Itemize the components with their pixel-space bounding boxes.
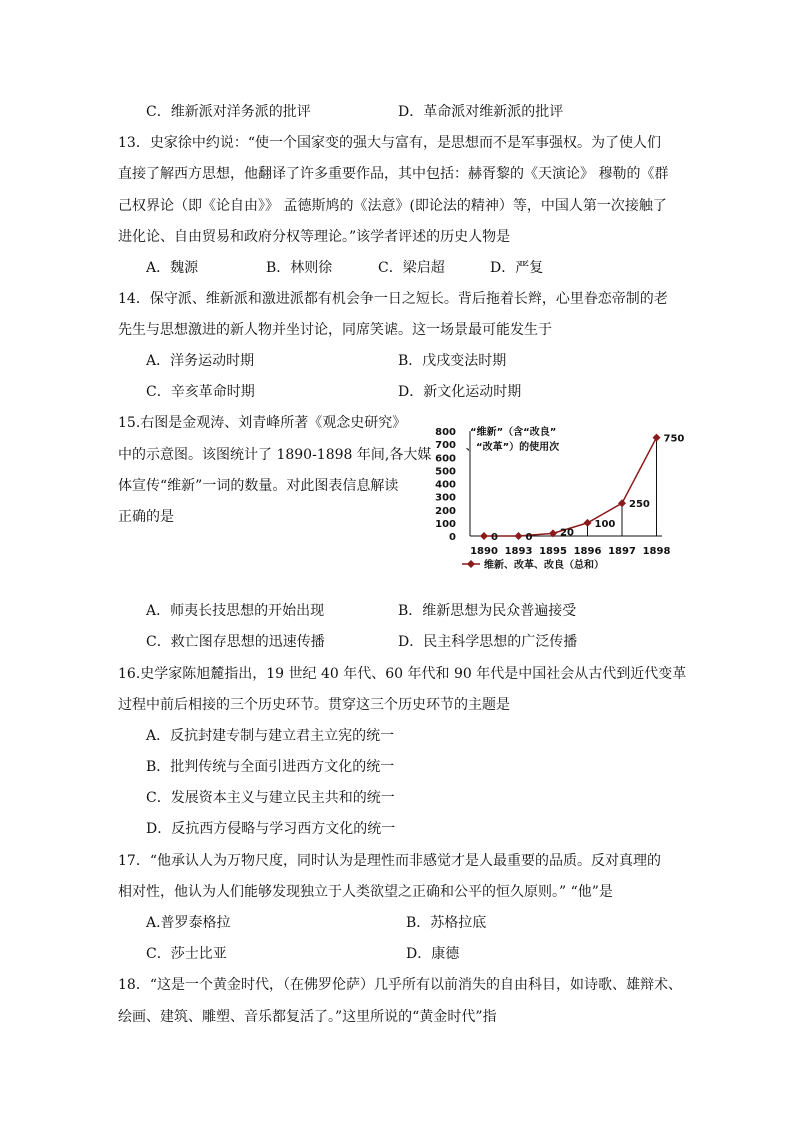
y-tick-label: 800: [435, 427, 456, 438]
data-label: 0: [491, 532, 498, 543]
q15-stem-line: 中的示意图。该图统计了 1890-1898 年间,各大媒: [118, 447, 432, 463]
data-label: 250: [629, 499, 650, 511]
q18-stem-line: 18．“这是一个黄金时代，（在佛罗伦萨）几乎所有以前消失的自由科目，如诗歌、雄辩术、: [118, 977, 682, 993]
y-tick-label: 700: [435, 440, 456, 452]
y-tick-label: 100: [435, 518, 456, 530]
q15-stem-line: 体宣传“维新”一词的数量。对此图表信息解读: [118, 478, 399, 494]
chart-title-line2: 、“改革”）的使用次: [466, 442, 560, 453]
q17-stem-line: 相对性，他认为人们能够发现独立于人类欲望之正确和公平的恒久原则。” “他”是: [118, 884, 613, 900]
y-tick-label: 300: [435, 492, 456, 504]
q17-option-d: D．康德: [406, 946, 460, 962]
q15-option-b: B．维新思想为民众普遍接受: [398, 603, 577, 619]
x-tick-label: 1895: [539, 546, 567, 557]
x-tick-label: 1897: [608, 546, 636, 557]
y-tick-label: 0: [449, 532, 456, 543]
q15-option-a: A．师夷长技思想的开始出现: [146, 603, 325, 619]
q16-option-c: C．发展资本主义与建立民主共和的统一: [146, 790, 395, 806]
data-point-marker: [515, 532, 523, 540]
q18-stem-line: 绘画、建筑、雕塑、音乐都复活了。”这里所说的“黄金时代”指: [118, 1009, 497, 1025]
q14-stem-line: 先生与思想激进的新人物并坐讨论，同席笑谑。这一场景最可能发生于: [118, 322, 552, 338]
data-point-marker: [653, 434, 661, 442]
y-tick-label: 500: [435, 466, 456, 478]
q17-option-a: A.普罗泰格拉: [146, 915, 231, 931]
q13-stem-line: 13．史家徐中约说：“使一个国家变的强大与富有，是思想而不是军事强权。为了使人们: [118, 135, 661, 151]
q15-stem-line: 正确的是: [118, 509, 174, 525]
x-tick-label: 1898: [642, 546, 671, 557]
data-label: 20: [560, 527, 574, 539]
q15-option-c: C．救亡图存思想的迅速传播: [146, 634, 325, 650]
q12-option-d: D．革命派对维新派的批评: [398, 104, 564, 120]
data-point-marker: [618, 499, 626, 507]
x-tick-label: 1890: [470, 546, 498, 557]
q13-stem-line: 进化论、自由贸易和政府分权等理论。”该学者评述的历史人物是: [118, 229, 511, 245]
q14-option-a: A．洋务运动时期: [146, 353, 255, 369]
q16-stem-line: 16.史学家陈旭麓指出，19 世纪 40 年代、60 年代和 90 年代是中国社会从古代到近代变革: [118, 666, 687, 682]
legend-label: 维新、改革、改良（总和）: [484, 560, 604, 571]
q13-option-a: A．魏源: [146, 260, 199, 276]
x-axis-ticks: [470, 546, 670, 557]
q15-option-d: D．民主科学思想的广泛传播: [398, 634, 578, 650]
q14-stem-line: 14．保守派、维新派和激进派都有机会争一日之短长。背后拖着长辫，心里眷恋帝制的老: [118, 291, 668, 307]
q13-option-c: C．梁启超: [378, 260, 445, 276]
y-tick-label: 600: [435, 453, 456, 465]
y-tick-label: 400: [435, 479, 456, 491]
y-axis-ticks: [435, 427, 456, 543]
y-tick-label: 200: [435, 505, 456, 517]
q13-option-b: B．林则徐: [266, 260, 333, 276]
data-point-marker: [480, 532, 488, 540]
q12-option-c: C．维新派对洋务派的批评: [146, 104, 311, 120]
word-usage-chart: [422, 418, 685, 576]
data-label: 750: [663, 433, 685, 445]
q13-stem-line: 直接了解西方思想，他翻译了许多重要作品，其中包括：赫胥黎的《天演论》 穆勒的《群: [118, 166, 669, 182]
x-tick-label: 1893: [504, 546, 533, 557]
q13-stem-line: 己权界论（即《论自由》》 孟德斯鸠的《法意》(即论法的精神）等，中国人第一次接触了: [118, 198, 667, 214]
data-label: 0: [525, 532, 533, 543]
q16-option-b: B．批判传统与全面引进西方文化的统一: [146, 759, 395, 775]
q17-option-b: B．苏格拉底: [406, 915, 487, 931]
q14-option-c: C．辛亥革命时期: [146, 384, 255, 400]
chart-title-line1: “维新”（含“改良”: [470, 427, 557, 438]
data-point-marker: [584, 519, 592, 527]
data-label: 100: [594, 518, 616, 530]
q14-option-d: D．新文化运动时期: [398, 384, 522, 400]
q16-stem-line: 过程中前后相接的三个历史环节。贯穿这三个历史环节的主题是: [118, 697, 510, 713]
x-tick-label: 1896: [573, 546, 602, 557]
q16-option-d: D．反抗西方侵略与学习西方文化的统一: [146, 821, 396, 837]
q14-option-b: B．戊戌变法时期: [398, 353, 507, 369]
q16-option-a: A．反抗封建专制与建立君主立宪的统一: [146, 728, 395, 744]
q13-option-d: D．严复: [490, 260, 544, 276]
q15-stem-line: 15.右图是金观涛、刘青峰所著《观念史研究》: [118, 415, 407, 431]
q17-option-c: C．莎士比亚: [146, 946, 227, 962]
legend-marker: [467, 560, 475, 568]
q17-stem-line: 17．“他承认人为万物尺度，同时认为是理性而非感觉才是人最重要的品质。反对真理的: [118, 853, 661, 869]
